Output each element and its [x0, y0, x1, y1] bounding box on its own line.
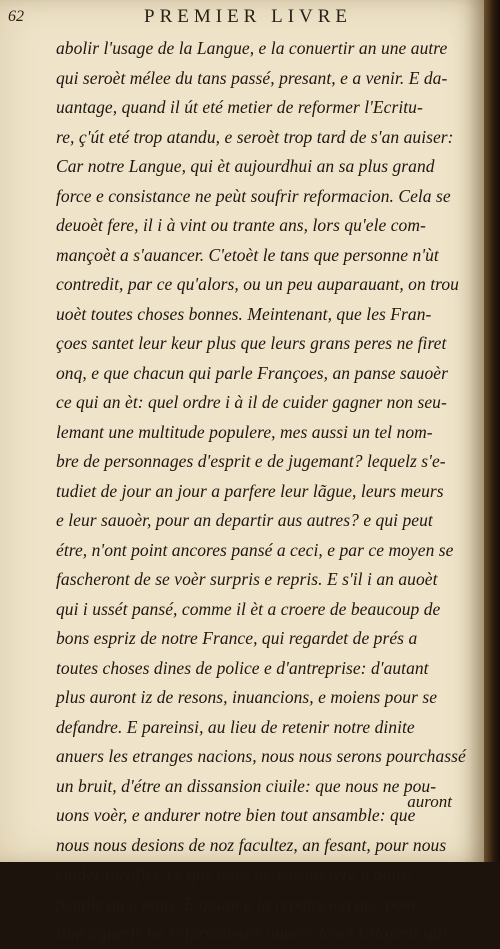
text-line: nous nous desions de noz facultez, an fesant, pour nous [56, 834, 447, 855]
text-line: fascheront de se voèr surpris e repris. E s'il i an auoèt [56, 569, 438, 589]
text-line: bre de personnages d'esprit e de jugemant? lequelz s'e- [56, 451, 446, 471]
text-line: contredit, par ce qu'alors, ou un peu auparauant, on trou [56, 274, 459, 294]
text-line: cuider fortifier, ce que nous ne voyons fere a autre [56, 864, 411, 884]
page-number: 62 [8, 8, 24, 25]
text-line: tudiet de jour an jour a parfere leur lãgue, leurs meurs [56, 480, 444, 501]
text-line: peuple qu'à nous. E quant a la reputacion que pour- [56, 893, 424, 914]
text-line: étre, n'ont point ancores pansé a ceci, e par ce moyen se [56, 539, 454, 560]
text-line: onq, e que chacun qui parle Françoes, an panse sauoèr [56, 362, 448, 383]
running-head [8, 6, 458, 32]
running-title: PREMIER LIVRE [144, 6, 353, 27]
book-edge [484, 0, 500, 862]
text-line: re, ç'út eté trop atandu, e seroèt trop tard de s'an auiser: [56, 126, 454, 147]
text-line: uantage, quand il út eté metier de reformer l'Ecritu- [56, 97, 423, 117]
text-line: force e consistance ne peùt soufrir reformacion. Cela se [56, 185, 451, 206]
text-line: qui seroèt mélee du tans passé, presant, e a venir. E da- [56, 67, 448, 88]
text-line: deuoèt fere, il i à vint ou trante ans, lors qu'ele com- [56, 215, 426, 235]
text-line: çoes santet leur keur plus que leurs grans peres ne firet [56, 333, 447, 353]
text-line: ront aquerir les reformateurs anuers leurs Citoyens qui [56, 923, 447, 943]
text-line: ce qui an èt: quel ordre i à il de cuider gagner non seu- [56, 392, 447, 412]
text-line: anuers les etranges nacions, nous nous serons pourchassé [56, 746, 466, 766]
text-line: abolir l'usage de la Langue, e la conuertir an une autre [56, 38, 448, 58]
text-line: uons voèr, e andurer notre bien tout ansamble: que [56, 805, 416, 825]
text-line: plus auront iz de resons, inuancions, e moiens pour se [56, 687, 438, 707]
text-line: Car notre Langue, qui èt aujourdhui an sa plus grand [56, 156, 435, 176]
text-line: mançoèt a s'auancer. C'etoèt le tans que personne n'ùt [56, 244, 439, 265]
text-line: uoèt toutes choses bonnes. Meintenant, que les Fran- [56, 303, 432, 324]
text-line: defandre. E pareinsi, au lieu de retenir notre dinite [56, 716, 415, 737]
catchword: auront [407, 792, 452, 811]
text-line: qui i ussét pansé, comme il èt a croere de beaucoup de [56, 598, 441, 619]
text-line: bons espriz de notre France, qui regardet de prés a [56, 628, 418, 648]
text-line: un bruit, d'étre an dissansion ciuile: que nous ne pou- [56, 775, 437, 796]
text-line: lemant une multitude populere, mes aussi un tel nom- [56, 421, 433, 442]
text-line: e leur sauoèr, pour an departir aus autres? e qui peut [56, 510, 433, 530]
text-line: toutes choses dines de police e d'antreprise: d'autant [56, 657, 429, 678]
